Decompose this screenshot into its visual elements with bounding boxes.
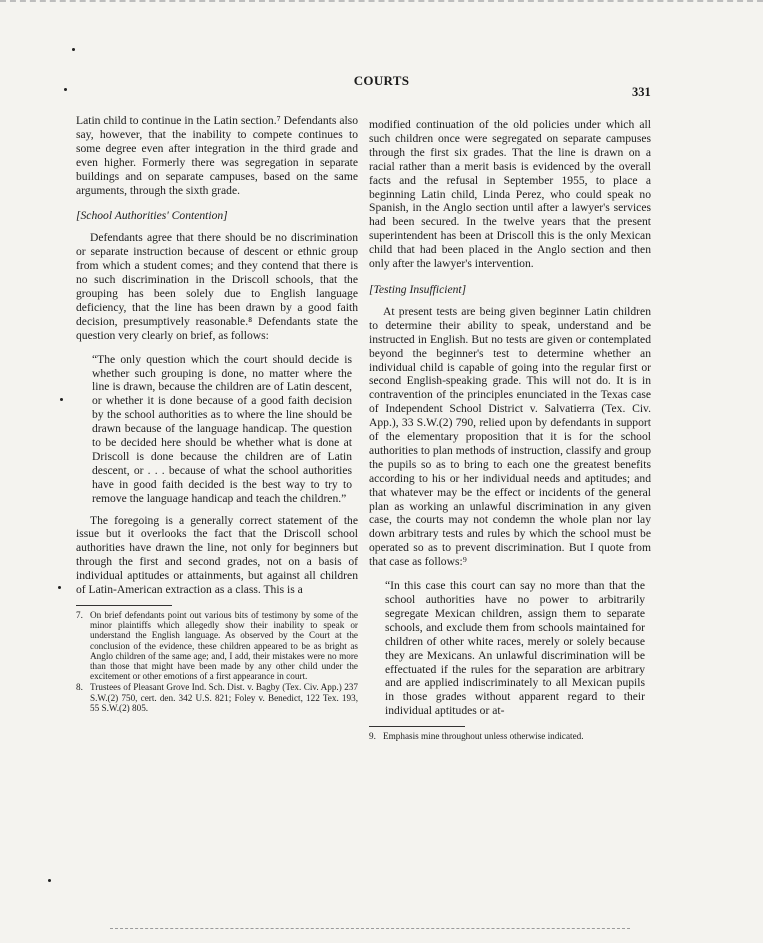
margin-dot: [60, 398, 63, 401]
block-quote: “The only question which the court should decide is whether such grouping is done, no matter where the line is drawn, because the children are of Latin descent, or whether it is done because of a good faith decision by the school authorities as to where the line should be drawn because of the language handicap. The question to be decided here should be whether what is done at Driscoll is done because the children are of Latin descent, or . . . because of what the school authorities have in good faith decided is the best way to try to remove the language handicap and teach the children.”: [92, 352, 352, 505]
page-top-border: [0, 0, 763, 3]
margin-dot: [48, 879, 51, 882]
footnote-rule: [76, 605, 172, 606]
paragraph: The foregoing is a generally correct statement of the issue but it overlooks the fact that the Driscoll school authorities have drawn the line, not only for beginners but through the first and second grades, not on a basis of individual aptitudes or attainments, but against all children of Latin-American extraction as a class. This is a: [76, 513, 358, 597]
paragraph: Latin child to continue in the Latin section.⁷ Defendants also say, however, that the inability to compete continues to some degree even after integration in the third grade and even higher. Formerly there was segregation in separate buildings and on separate campuses, based on the same arguments, through the sixth grade.: [76, 114, 358, 197]
footnote-number: 7.: [76, 610, 83, 620]
footnote: [76, 682, 358, 713]
section-heading: [School Authorities' Contention]: [76, 209, 228, 223]
paragraph: modified continuation of the old policies under which all such children once were segregated on separate campuses through the first six grades. That the line is drawn on a racial rather than a merit basis is evidenced by the overall facts and the refusal in September 1955, to place a beginning Latin child, Linda Perez, who could speak no Spanish, in the Anglo section until after a lawyer's services had been secured. In the twelve years that the present superintendent has been at Driscoll this is the only Mexican child that had been placed in the Anglo section and then only after the lawyer's intervention.: [369, 118, 651, 271]
footnote-number: 8.: [76, 682, 83, 693]
bottom-border: [110, 928, 630, 929]
section-heading: [Testing Insufficient]: [369, 282, 467, 296]
running-header: COURTS: [353, 73, 410, 88]
footnote-text: Trustees of Pleasant Grove Ind. Sch. Dist. v. Bagby (Tex. Civ. App.) 237 S.W.(2) 750, cert. den. 342 U.S. 821; Foley v. Benedict, 122 Tex. 193, 55 S.W.(2) 805.: [90, 682, 358, 713]
paragraph: Defendants agree that there should be no discrimination or separate instruction because of descent or ethnic group from which a student comes; and they contend that there is no such discrimination in the Driscoll schools, that the grouping has been solely due to English language deficiency, that the line has been drawn by a good faith decision, presumptively reasonable.⁸ Defendants state the question very clearly on brief, as follows:: [76, 231, 358, 342]
footnote: [76, 610, 358, 681]
footnote-text: Emphasis mine throughout unless otherwise indicated.: [383, 731, 584, 742]
paragraph: At present tests are being given beginner Latin children to determine their ability to speak, understand and be instructed in English. But no tests are given or contemplated beyond the beginner's test to determine whether an individual child is capable of going into the regular first or second English-speaking grade. This will not do. It is in contravention of the principles enunciated in the Texas case of Independent School District v. Salvatierra (Tex. Civ. App.), 33 S.W.(2) 790, relied upon by defendants in support of the elementary proposition that it is for the school authorities to plan methods of instruction, classify and group the pupils so as to bring to each one the greatest benefits according to his or her individual needs and aptitudes; and that whatever may be the effect or incidents of the general plan as working an unlawful discrimination in any given case, the courts may not condemn the whole plan nor lay down arbitrary tests and rules by which the school must be operated so as to prevent discrimination. But I quote from that case as follows:⁹: [369, 304, 651, 569]
footnote-number: 9.: [369, 731, 376, 742]
footnote-text: On brief defendants point out various bits of testimony by some of the minor plaintiffs which allegedly show their inability to speak or understand the English language. As observed by the Court at the conclusion of the evidence, these children appeared to be as bright as Anglo children of the same age; and, I add, their mistakes were no more than those that might have been made by any other child under the excitement or other emotions of a first appearance in court.: [90, 610, 358, 682]
margin-dot: [72, 48, 75, 51]
footnote: [369, 731, 651, 741]
margin-dot: [58, 586, 61, 589]
left-column: [76, 114, 358, 714]
footnote-rule: [369, 726, 465, 727]
right-column: [369, 118, 651, 742]
block-quote: “In this case this court can say no more than that the school authorities have no power to arbitrarily segregate Mexican children, assign them to separate schools, and exclude them from schools maintained for children of other white races, merely or solely because they are Mexicans. An unlawful discrimination will be effectuated if the rules for the separation are arbitrary and are applied indiscriminately to all Mexican pupils in those grades without apparent regard to their individual aptitudes or at-: [385, 579, 645, 718]
page-number: 331: [632, 85, 651, 99]
